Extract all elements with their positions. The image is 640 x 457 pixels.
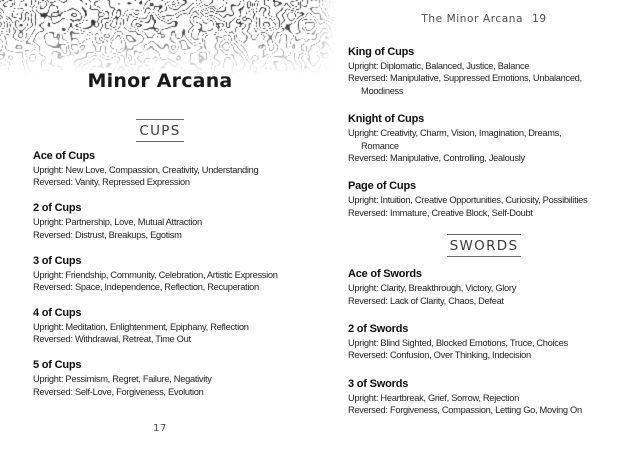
card-name: 4 of Cups bbox=[33, 306, 82, 319]
card-meaning-line: Reversed: Forgiveness, Compassion, Letting Go, Moving On bbox=[348, 405, 582, 416]
card-meaning-line: Upright: Diplomatic, Balanced, Justice, Balance bbox=[348, 61, 530, 71]
card-entry bbox=[348, 45, 620, 97]
card-entry bbox=[348, 267, 620, 307]
card-meaning-line: Upright: Blind Sighted, Blocked Emotions, Truce, Choices bbox=[348, 338, 568, 349]
card-meanings bbox=[348, 60, 620, 97]
card-meanings bbox=[348, 194, 620, 219]
card-meaning-line: Upright: Heartbreak, Grief, Sorrow, Rejection bbox=[348, 392, 519, 403]
left-page bbox=[0, 0, 320, 434]
card-meaning-line: Reversed: Space, Independence, Reflection, Recuperation bbox=[33, 282, 259, 293]
cups-card-list bbox=[33, 149, 320, 398]
section-heading-cups: CUPS bbox=[136, 119, 183, 142]
cups-court-card-list bbox=[348, 45, 620, 219]
card-meaning-line: Reversed: Lack of Clarity, Chaos, Defeat bbox=[348, 295, 504, 306]
card-meanings bbox=[33, 373, 320, 398]
card-meaning-line: Reversed: Distrust, Breakups, Egotism bbox=[33, 229, 182, 240]
section-heading-swords-wrap bbox=[348, 234, 620, 257]
card-meaning-line: Upright: Friendship, Community, Celebration, Artistic Expression bbox=[33, 269, 278, 280]
card-name: King of Cups bbox=[348, 46, 415, 58]
card-meanings bbox=[348, 127, 620, 164]
page-number-left: 17 bbox=[153, 423, 167, 434]
card-meaning-line: Reversed: Self-Love, Forgiveness, Evolution bbox=[33, 386, 204, 397]
card-entry bbox=[348, 179, 620, 219]
page-title: Minor Arcana bbox=[87, 70, 233, 92]
card-meaning-line: Reversed: Immature, Creative Block, Self-Doubt bbox=[348, 207, 533, 218]
card-meaning-line: Moodiness bbox=[361, 85, 404, 96]
card-name: Ace of Cups bbox=[33, 150, 95, 162]
card-meaning-line: Upright: Clarity, Breakthrough, Victory, Glory bbox=[348, 283, 517, 294]
card-meaning-line: Reversed: Manipulative, Controlling, Jealously bbox=[348, 153, 525, 164]
running-header bbox=[348, 13, 620, 25]
card-entry bbox=[348, 322, 620, 362]
card-name: 2 of Swords bbox=[348, 323, 409, 336]
card-meaning-line: Reversed: Withdrawal, Retreat, Time Out bbox=[33, 334, 191, 345]
card-meaning-line: Upright: Pessimism, Regret, Failure, Negativity bbox=[33, 374, 212, 385]
running-header-title: The Minor Arcana bbox=[421, 13, 524, 25]
card-meaning-line: Reversed: Manipulative, Suppressed Emotions, Unbalanced, bbox=[348, 73, 582, 84]
card-meaning-line: Reversed: Vanity, Repressed Expression bbox=[33, 177, 190, 188]
card-name: 3 of Swords bbox=[348, 377, 409, 390]
card-meaning-line: Upright: Creativity, Charm, Vision, Imagination, Dreams, bbox=[348, 128, 562, 139]
card-meaning-line: Upright: Partnership, Love, Mutual Attraction bbox=[33, 217, 202, 228]
card-meaning-line: Reversed: Confusion, Over Thinking, Indecision bbox=[348, 350, 531, 361]
swords-card-list bbox=[348, 267, 620, 416]
card-name: Page of Cups bbox=[348, 180, 416, 193]
page-number-right: 19 bbox=[532, 13, 547, 25]
card-meanings bbox=[33, 321, 320, 346]
card-meanings bbox=[33, 216, 320, 241]
card-name: 3 of Cups bbox=[33, 254, 82, 267]
card-entry bbox=[33, 358, 320, 398]
card-entry bbox=[33, 306, 320, 346]
card-meanings bbox=[33, 269, 320, 294]
card-meaning-line: Upright: Intuition, Creative Opportunities, Curiosity, Possibilities bbox=[348, 195, 588, 206]
card-name: Ace of Swords bbox=[348, 268, 422, 281]
card-name: Knight of Cups bbox=[348, 113, 425, 126]
right-page bbox=[348, 0, 620, 432]
card-meanings bbox=[348, 337, 620, 362]
card-entry bbox=[33, 201, 320, 241]
card-meaning-line: Romance bbox=[361, 140, 399, 151]
card-entry bbox=[348, 377, 620, 417]
card-name: 5 of Cups bbox=[33, 359, 82, 372]
card-entry bbox=[33, 149, 320, 189]
card-meanings bbox=[348, 282, 620, 307]
card-entry bbox=[33, 254, 320, 294]
card-meanings bbox=[348, 392, 620, 417]
card-meaning-line: Upright: New Love, Compassion, Creativity, Understanding bbox=[33, 165, 259, 175]
card-meanings bbox=[33, 164, 320, 189]
section-heading-cups-wrap bbox=[0, 119, 320, 142]
card-meaning-line: Upright: Meditation, Enlightenment, Epiphany, Reflection bbox=[33, 321, 249, 332]
card-name: 2 of Cups bbox=[33, 202, 82, 215]
card-entry bbox=[348, 112, 620, 164]
section-heading-swords: SWORDS bbox=[447, 234, 522, 257]
